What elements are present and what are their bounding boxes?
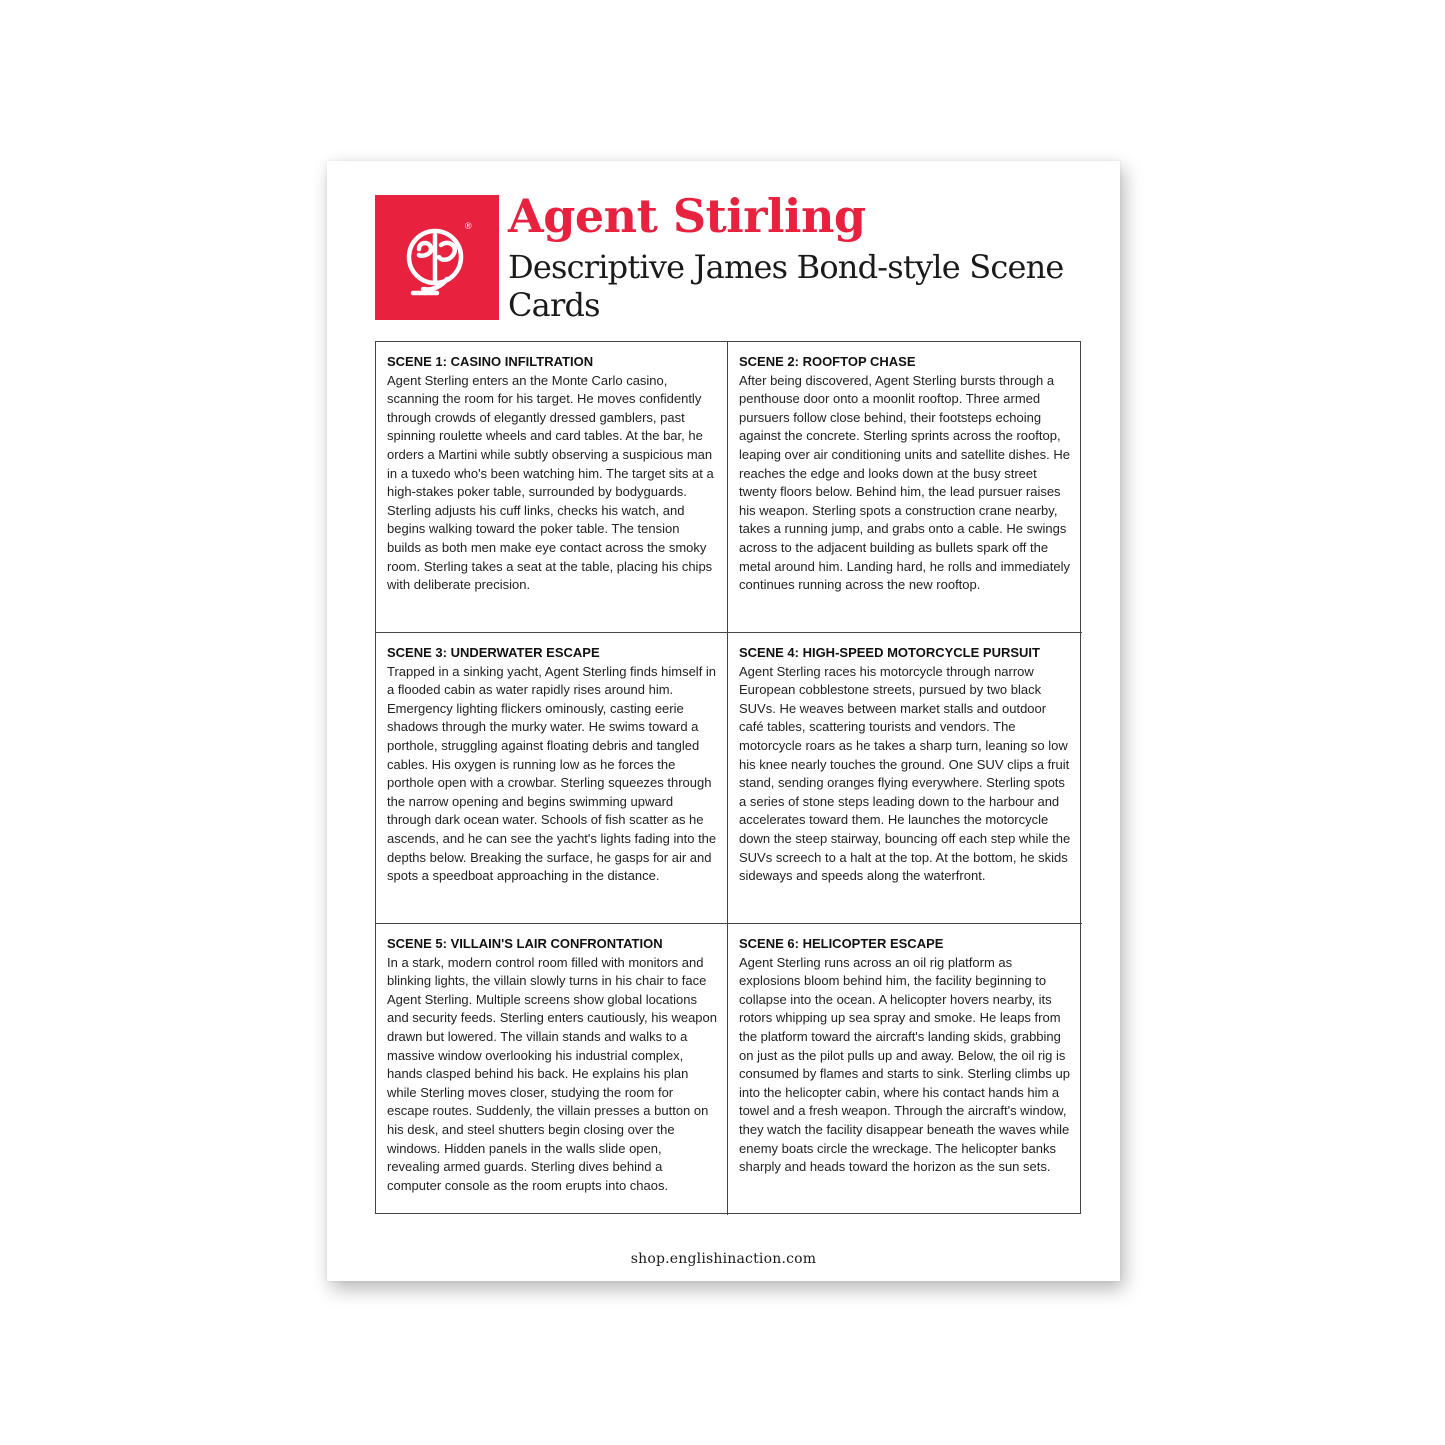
scene-card [728, 342, 1082, 633]
scene-card [376, 924, 728, 1215]
logo [375, 195, 499, 320]
eia-globe-logo-icon [375, 195, 499, 320]
page-subtitle: Descriptive James Bond-style Scene Cards [508, 248, 1064, 324]
scene-card-body: Agent Sterling runs across an oil rig platform as explosions bloom behind him, the facility beginning to collapse into the ocean. A helicopter hovers nearby, its rotors whipping up sea spray and smoke. He leaps from the platform toward the aircraft's landing skids, grabbing on just as the pilot pulls up and away. Below, the oil rig is consumed by flames and starts to sink. Sterling climbs up into the helicopter cabin, where his contact hands him a towel and a fresh weapon. Through the aircraft's window, they watch the facility disappear beneath the waves while enemy boats circle the wreckage. The helicopter banks sharply and heads toward the horizon as the sun sets. [739, 954, 1070, 1175]
scene-card-body: In a stark, modern control room filled with monitors and blinking lights, the villain slowly turns in his chair to face Agent Sterling. Multiple screens show global locations and security feeds. Sterling enters cautiously, his weapon drawn but lowered. The villain stands and walks to a massive window overlooking his industrial complex, hands clasped behind his back. He explains his plan while Sterling moves closer, studying the room for escape routes. Suddenly, the villain presses a button on his desk, and steel shutters begin closing over the windows. Hidden panels in the walls slide open, revealing armed guards. Sterling dives behind a computer console as the room erupts into chaos. [387, 954, 717, 1193]
scene-card [376, 633, 728, 924]
scene-card [376, 342, 728, 633]
scene-cards-grid [375, 341, 1081, 1214]
scene-card-title: SCENE 2: ROOFTOP CHASE [739, 354, 916, 369]
scene-card-body: After being discovered, Agent Sterling bursts through a penthouse door onto a moonlit rooftop. Three armed pursuers follow close behind, their footsteps echoing against the concrete. Sterling sprints across the rooftop, leaping over air conditioning units and satellite dishes. He reaches the edge and looks down at the busy street twenty floors below. Behind him, the lead pursuer raises his weapon. Sterling spots a construction crane nearby, takes a running jump, and grabs onto a cable. He swings across to the adjacent building as bullets spark off the metal around him. Landing hard, he rolls and immediately continues running across the new rooftop. [739, 372, 1070, 593]
scene-card-title: SCENE 4: HIGH-SPEED MOTORCYCLE PURSUIT [739, 645, 1040, 660]
worksheet-page [327, 161, 1120, 1281]
scene-card [728, 633, 1082, 924]
scene-card-title: SCENE 6: HELICOPTER ESCAPE [739, 936, 944, 951]
scene-card-body: Trapped in a sinking yacht, Agent Sterling finds himself in a flooded cabin as water rapidly rises around him. Emergency lighting flickers ominously, casting eerie shadows through the murky water. He swims toward a porthole, struggling against floating debris and tangled cables. His oxygen is running low as he forces the porthole open with a crowbar. Sterling squeezes through the narrow opening and begins swimming upward through dark ocean water. Schools of fish scatter as he ascends, and he can see the yacht's lights fading into the depths below. Breaking the surface, he gasps for air and spots a speedboat approaching in the distance. [387, 663, 717, 884]
scene-card-title: SCENE 3: UNDERWATER ESCAPE [387, 645, 600, 660]
scene-card-body: Agent Sterling races his motorcycle through narrow European cobblestone streets, pursued by two black SUVs. He weaves between market stalls and outdoor café tables, scattering tourists and vendors. The motorcycle roars as he takes a sharp turn, leaning so low his knee nearly touches the ground. One SUV clips a fruit stand, sending oranges flying everywhere. Sterling spots a series of stone steps leading down to the harbour and accelerates toward them. He launches the motorcycle down the steep stairway, bouncing off each step while the SUVs screech to a halt at the top. At the bottom, he skids sideways and speeds along the waterfront. [739, 663, 1071, 884]
page-title: Agent Stirling [508, 189, 866, 243]
scene-card [728, 924, 1082, 1215]
footer-url: shop.englishinaction.com [630, 1251, 817, 1267]
scene-card-title: SCENE 1: CASINO INFILTRATION [387, 354, 594, 369]
scene-card-body: Agent Sterling enters an the Monte Carlo casino, scanning the room for his target. He moves confidently through crowds of elegantly dressed gamblers, past spinning roulette wheels and card tables. At the bar, he orders a Martini while subtly observing a suspicious man in a tuxedo who's been watching him. The target sits at a high-stakes poker table, surrounded by bodyguards. Sterling adjusts his cuff links, checks his watch, and begins walking toward the poker table. The tension builds as both men make eye contact across the smoky room. Sterling takes a seat at the table, placing his chips with deliberate precision. [387, 372, 714, 593]
scene-card-title: SCENE 5: VILLAIN'S LAIR CONFRONTATION [387, 936, 663, 951]
registered-mark: ® [465, 221, 472, 231]
